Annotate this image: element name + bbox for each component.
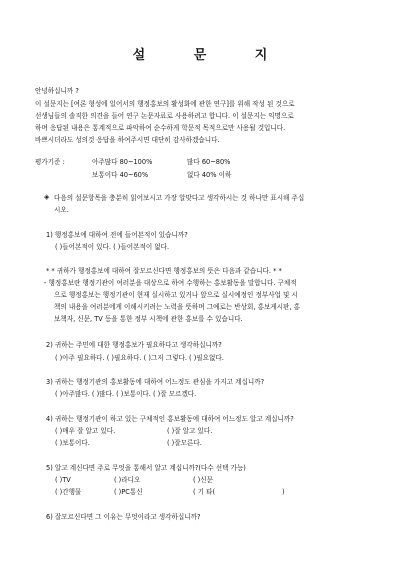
note-line-2: 으로 행정홍보는 행정기관이 현재 실시하고 있거나 앞으로 실시예정인 정부사업 및 시 bbox=[54, 291, 298, 299]
question-3-options: ( )아주많다. ( )많다. ( )보통이다. ( )잘 모르겠다. bbox=[55, 390, 197, 398]
question-5-option-tv: ( )TV bbox=[55, 476, 71, 484]
diamond-icon: ◈ bbox=[44, 193, 50, 201]
instruction-line-1: 다음의 설문항목을 충분히 읽어보시고 가장 알맞다고 생각하시는 것 하나만 표시해 주십 bbox=[54, 194, 305, 202]
question-5-option-other: ( 기 타( bbox=[193, 488, 216, 496]
question-5-option-other-close: ) bbox=[282, 488, 285, 496]
question-3: 3) 귀하는 행정기관의 홍보활동에 대하여 어느정도 관심을 가지고 계십니까? bbox=[46, 378, 265, 386]
question-5-option-pc: ( )PC통신 bbox=[114, 488, 143, 496]
question-5-option-publication: ( )간행물 bbox=[55, 488, 82, 496]
note-line-1: - 행정홍보란 행정기관이 여러분을 대상으로 하여 수행하는 홍보활동을 말합니다. 구체적 bbox=[44, 279, 297, 287]
criteria-high: 많다 60~80% bbox=[187, 158, 231, 166]
intro-line-4: 바쁘시더라도 성의것 응답을 하여주시면 대단히 감사하겠습니다. bbox=[35, 136, 220, 144]
question-2: 2) 귀하는 주민에 대한 행정홍보가 필요하다고 생각하십니까? bbox=[46, 341, 222, 349]
criteria-low: 없다 40% 이하 bbox=[187, 171, 232, 179]
page-title: 설 문 지 bbox=[132, 48, 290, 63]
question-1-options: ( )들어본적이 있다. ( )들어본적이 없다. bbox=[55, 243, 170, 251]
question-1: 1) 행정홍보에 대하여 전에 들어본적이 있습니까? bbox=[46, 231, 188, 239]
question-6: 6) 잘모르신다면 그 이유는 무엇이라고 생각하십니까? bbox=[46, 513, 201, 521]
question-2-options: ( )아주 필요하다. ( )필요하다. ( )그저 그렇다. ( )필요없다. bbox=[55, 354, 224, 362]
note-header: * * 귀하가 행정홍보에 대하여 잘모르신다면 행정홍보의 뜻은 다음과 같습니다. * * bbox=[46, 267, 282, 275]
question-4-option-2: ( )잘 알고 있다. bbox=[167, 427, 213, 435]
criteria-label: 평가기준 : bbox=[35, 158, 65, 166]
question-4-option-4: ( )잘모른다. bbox=[167, 439, 202, 447]
note-line-4: 보책자, 신문, TV 등을 통한 정부 시책에 관한 홍보를 수 있습니다. bbox=[54, 315, 243, 323]
intro-line-1: 이 설문지는 [여론 형성에 있어서의 행정홍보의 활성화에 관한 연구]를 위해 작성 된 것으로 bbox=[35, 100, 295, 108]
question-4: 4) 귀하는 행정기관이 하고 있는 구체적인 홍보활동에 대하여 어느정도 알고 계십니까? bbox=[46, 415, 294, 423]
intro-line-2: 선생님들의 솔직한 의견을 들어 연구 논문자료로 사용하려고 합니다. 이 설문지는 익명으로 bbox=[35, 112, 294, 120]
note-line-3: 책의 내용을 여러분에게 이해시키려는 노력을 뜻하며 그예로는 반상회, 홍보게시판, 홍 bbox=[54, 303, 300, 311]
intro-greeting: 안녕하십니까 ? bbox=[35, 87, 79, 95]
question-5: 5) 알고 계신다면 주로 무엇을 통해서 알고 계십니까?(다수 선택 가능) bbox=[46, 464, 246, 472]
question-4-option-3: ( )보통이다. bbox=[55, 439, 90, 447]
question-4-option-1: ( )매우 잘 알고 있다. bbox=[55, 427, 116, 435]
criteria-very-high: 아주많다 80~100% bbox=[92, 158, 153, 166]
instruction-line-2: 시오. bbox=[54, 206, 69, 214]
question-5-option-newspaper: ( )신문 bbox=[193, 476, 213, 484]
criteria-average: 보통이다 40~60% bbox=[92, 171, 149, 179]
intro-line-3: 하며 응답된 내용은 통계적으로 파악하여 순수하게 학문적 목적으로만 사용될 것입니다. bbox=[35, 124, 286, 132]
question-5-option-radio: ( )라디오 bbox=[114, 476, 141, 484]
